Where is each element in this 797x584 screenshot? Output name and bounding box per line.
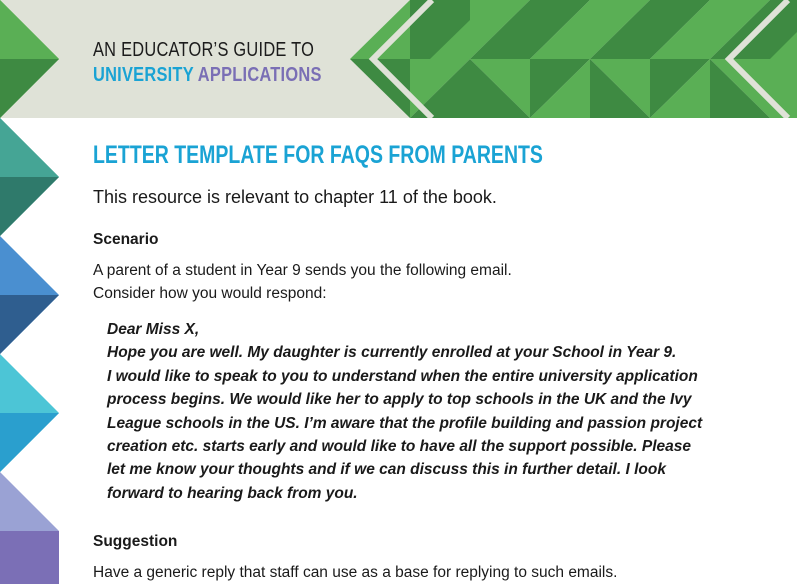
guide-title-applications: APPLICATIONS <box>197 64 322 86</box>
intro-text: This resource is relevant to chapter 11 of the book. <box>93 187 497 207</box>
scenario-text <box>93 259 783 305</box>
email-line: forward to hearing back from you. <box>107 484 358 502</box>
side-triangle-stripe <box>0 118 60 584</box>
page-title: LETTER TEMPLATE FOR FAQS FROM PARENTS <box>93 141 543 169</box>
scenario-line: A parent of a student in Year 9 sends you the following email. <box>93 262 512 279</box>
guide-title-line2 <box>93 62 322 88</box>
main-content <box>93 140 783 584</box>
email-line: process begins. We would like her to apply to top schools in the UK and the Ivy <box>107 391 692 409</box>
parent-email-quote <box>107 318 747 505</box>
suggestion-heading: Suggestion <box>93 533 178 551</box>
guide-title <box>93 38 372 88</box>
email-line: League schools in the US. I’m aware that the profile building and passion project <box>107 414 703 432</box>
scenario-heading: Scenario <box>93 231 159 248</box>
email-greeting: Dear Miss X, <box>107 321 200 338</box>
scenario-line: Consider how you would respond: <box>93 285 327 302</box>
email-line: creation etc. starts early and would like to have all the support possible. Please <box>107 438 692 456</box>
page-header <box>0 0 797 118</box>
email-line: Hope you are well. My daughter is currently enrolled at your School in Year 9. <box>107 344 677 362</box>
email-line: I would like to speak to you to understand when the entire university application <box>107 367 698 385</box>
guide-title-university: UNIVERSITY <box>93 64 194 86</box>
guide-title-line1: AN EDUCATOR’S GUIDE TO <box>93 39 315 61</box>
email-line: let me know your thoughts and if we can discuss this in further detail. I look <box>107 461 666 479</box>
suggestion-text: Have a generic reply that staff can use as a base for replying to such emails. <box>93 564 618 582</box>
